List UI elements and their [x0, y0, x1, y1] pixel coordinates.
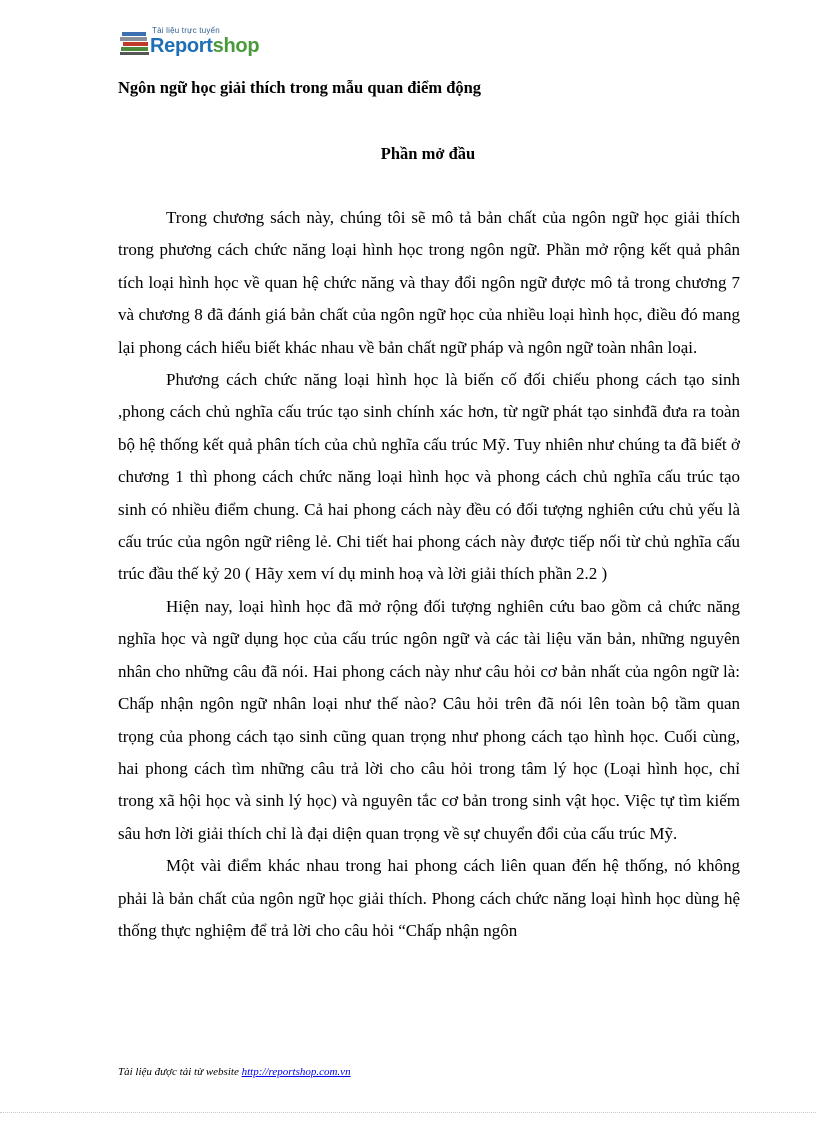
site-logo — [120, 26, 280, 60]
paragraph: Một vài điểm khác nhau trong hai phong cách liên quan đến hệ thống, nó không phải là bản chất của ngôn ngữ học giải thích. Phong cách chức năng loại hình học dùng hệ thống thực nghiệm để trả lời cho câu hỏi “Chấp nhận ngôn — [118, 856, 740, 940]
footer-text: Tài liệu được tải từ website — [118, 1066, 242, 1078]
logo-brand-shop: shop — [212, 35, 260, 57]
logo-tagline: Tài liệu trực tuyến — [152, 26, 220, 35]
paragraph: Hiện nay, loại hình học đã mở rộng đối tượng nghiên cứu bao gồm cả chức năng nghĩa học và ngữ dụng học của cấu trúc ngôn ngữ và các tài liệu văn bản, những nguyên nhân cho những câu đã nói. Hai phong cách này như câu hỏi cơ bản nhất của ngôn ngữ là: Chấp nhận ngôn ngữ nhân loại như thế nào? Câu hỏi trên đã nói lên toàn bộ tầm quan trọng của phong cách tạo sinh cũng quan trọng như phong cách tạo hình học. Cuối cùng, hai phong cách tìm những câu trả lời cho câu hỏi trong tâm lý học (Loại hình học, chỉ trong xã hội học và sinh lý học) và nguyên tắc cơ bản trong sinh vật học. Việc tự tìm kiếm sâu hơn lời giải thích chỉ là đại diện quan trọng về sự chuyển đổi của cấu trúc Mỹ. — [118, 596, 740, 843]
logo-brand — [150, 35, 259, 58]
document-body — [118, 202, 740, 947]
footer-link[interactable]: http://reportshop.com.vn — [241, 1066, 351, 1078]
section-heading: Phần mở đầu — [380, 144, 476, 163]
page-footer — [118, 1066, 351, 1078]
document-title: Ngôn ngữ học giải thích trong mẫu quan điểm động — [118, 78, 482, 97]
page-bottom-divider — [0, 1112, 816, 1113]
paragraph: Trong chương sách này, chúng tôi sẽ mô tả bản chất của ngôn ngữ học giải thích trong phương cách chức năng loại hình học trong ngôn ngữ. Phần mở rộng kết quả phân tích loại hình học về quan hệ chức năng và thay đổi ngôn ngữ được mô tả trong chương 7 và chương 8 đã đánh giá bản chất của ngôn ngữ học của nhiều loại hình học, điều đó mang lại phong cách hiểu biết khác nhau về bản chất ngữ pháp và ngôn ngữ toàn nhân loại. — [118, 208, 740, 357]
paragraph: Phương cách chức năng loại hình học là biến cố đối chiếu phong cách tạo sinh ,phong cách chủ nghĩa cấu trúc tạo sinh chính xác hơn, từ ngữ phát tạo sinhđã đưa ra toàn bộ hệ thống kết quả phân tích của chủ nghĩa cấu trúc Mỹ. Tuy nhiên như chúng ta đã biết ở chương 1 thì phong cách chức năng loại hình học và phong cách chủ nghĩa cấu trúc tạo sinh có nhiều điểm chung. Cả hai phong cách này đều có đối tượng nghiên cứu chủ yếu là cấu trúc của ngôn ngữ riêng lẻ. Chi tiết hai phong cách này được tiếp nối từ chủ nghĩa cấu trúc đầu thế kỷ 20 ( Hãy xem ví dụ minh hoạ và lời giải thích phần 2.2 ) — [118, 370, 740, 584]
books-stack-icon — [120, 30, 150, 56]
logo-brand-report: Report — [150, 35, 213, 57]
